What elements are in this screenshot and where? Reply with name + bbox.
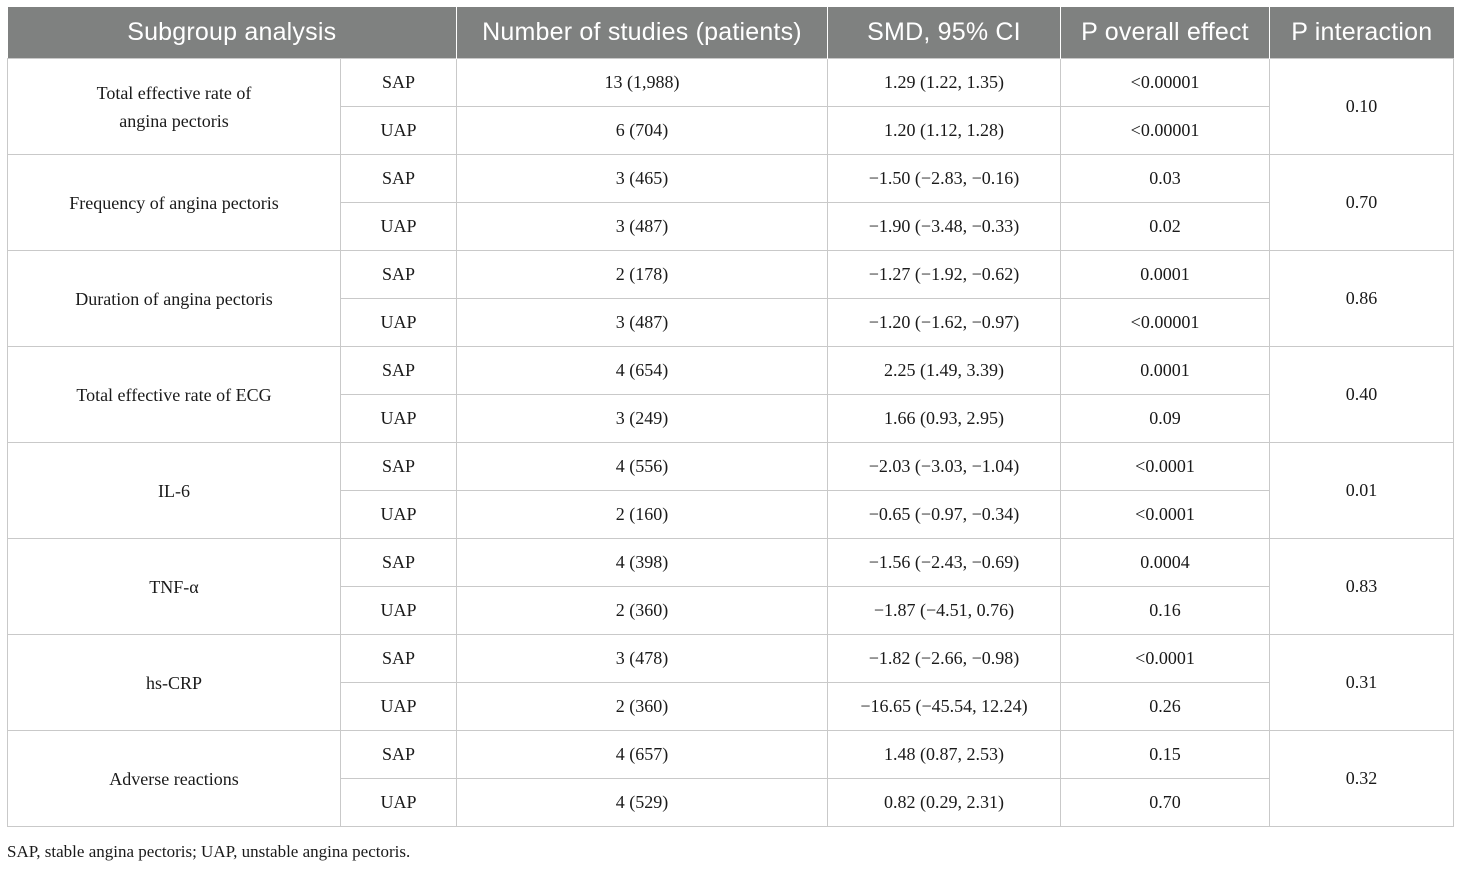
subgroup-cell: SAP [341, 59, 457, 107]
subgroup-cell: SAP [341, 251, 457, 299]
subgroup-cell: SAP [341, 539, 457, 587]
subgroup-cell: SAP [341, 347, 457, 395]
group-label-cell [8, 539, 341, 635]
group-label-line1: Duration of angina pectoris [75, 288, 273, 309]
studies-cell: 2 (178) [457, 251, 828, 299]
smd-cell: −1.90 (−3.48, −0.33) [828, 203, 1061, 251]
p-interaction-cell: 0.40 [1270, 347, 1454, 443]
table-row [8, 347, 1454, 395]
table-row [8, 539, 1454, 587]
p-overall-cell: 0.0001 [1061, 347, 1270, 395]
p-overall-cell: 0.0001 [1061, 251, 1270, 299]
studies-cell: 4 (657) [457, 731, 828, 779]
header-row [8, 7, 1454, 59]
smd-cell: −16.65 (−45.54, 12.24) [828, 683, 1061, 731]
studies-cell: 4 (654) [457, 347, 828, 395]
p-overall-cell: <0.0001 [1061, 635, 1270, 683]
group-label-line1: Total effective rate of [96, 82, 252, 103]
p-overall-cell: 0.70 [1061, 779, 1270, 827]
smd-cell: 2.25 (1.49, 3.39) [828, 347, 1061, 395]
table-header [8, 7, 1454, 59]
studies-cell: 3 (249) [457, 395, 828, 443]
header-p-interaction: P interaction [1270, 7, 1454, 59]
subgroup-cell: UAP [341, 203, 457, 251]
header-subgroup: Subgroup analysis [8, 7, 457, 59]
p-overall-cell: <0.00001 [1061, 59, 1270, 107]
table-row [8, 251, 1454, 299]
table-row [8, 635, 1454, 683]
table-row [8, 155, 1454, 203]
smd-cell: −1.87 (−4.51, 0.76) [828, 587, 1061, 635]
subgroup-cell: SAP [341, 635, 457, 683]
studies-cell: 3 (478) [457, 635, 828, 683]
header-p-overall: P overall effect [1061, 7, 1270, 59]
subgroup-cell: UAP [341, 299, 457, 347]
p-overall-cell: 0.26 [1061, 683, 1270, 731]
p-interaction-cell: 0.01 [1270, 443, 1454, 539]
studies-cell: 2 (160) [457, 491, 828, 539]
table-row [8, 443, 1454, 491]
group-label-cell [8, 155, 341, 251]
group-label-line2: angina pectoris [119, 110, 229, 131]
studies-cell: 4 (398) [457, 539, 828, 587]
p-interaction-cell: 0.10 [1270, 59, 1454, 155]
p-overall-cell: <0.00001 [1061, 299, 1270, 347]
smd-cell: −1.20 (−1.62, −0.97) [828, 299, 1061, 347]
smd-cell: −1.50 (−2.83, −0.16) [828, 155, 1061, 203]
studies-cell: 4 (556) [457, 443, 828, 491]
group-label-line1: Frequency of angina pectoris [69, 192, 279, 213]
studies-cell: 4 (529) [457, 779, 828, 827]
studies-cell: 3 (465) [457, 155, 828, 203]
table-body [8, 59, 1454, 827]
group-label-cell [8, 731, 341, 827]
group-label-line1: Adverse reactions [109, 768, 239, 789]
group-label-line1: TNF-α [149, 576, 199, 597]
subgroup-cell: UAP [341, 587, 457, 635]
studies-cell: 3 (487) [457, 203, 828, 251]
smd-cell: 1.20 (1.12, 1.28) [828, 107, 1061, 155]
subgroup-cell: SAP [341, 155, 457, 203]
group-label-line1: hs-CRP [145, 672, 203, 693]
p-interaction-cell: 0.83 [1270, 539, 1454, 635]
smd-cell: −1.82 (−2.66, −0.98) [828, 635, 1061, 683]
table-footnote: SAP, stable angina pectoris; UAP, unstable angina pectoris. [7, 842, 411, 861]
subgroup-cell: UAP [341, 107, 457, 155]
group-label-cell [8, 347, 341, 443]
p-overall-cell: 0.0004 [1061, 539, 1270, 587]
p-interaction-cell: 0.86 [1270, 251, 1454, 347]
smd-cell: −0.65 (−0.97, −0.34) [828, 491, 1061, 539]
smd-cell: 0.82 (0.29, 2.31) [828, 779, 1061, 827]
group-label-cell [8, 251, 341, 347]
subgroup-cell: SAP [341, 443, 457, 491]
group-label-cell [8, 635, 341, 731]
smd-cell: −1.56 (−2.43, −0.69) [828, 539, 1061, 587]
p-overall-cell: 0.15 [1061, 731, 1270, 779]
table-row [8, 731, 1454, 779]
subgroup-cell: UAP [341, 491, 457, 539]
p-overall-cell: 0.03 [1061, 155, 1270, 203]
smd-cell: −1.27 (−1.92, −0.62) [828, 251, 1061, 299]
studies-cell: 3 (487) [457, 299, 828, 347]
p-overall-cell: 0.16 [1061, 587, 1270, 635]
group-label-cell [8, 59, 341, 155]
subgroup-table [7, 7, 1454, 827]
group-label-cell [8, 443, 341, 539]
studies-cell: 13 (1,988) [457, 59, 828, 107]
group-label-line1: Total effective rate of ECG [76, 384, 272, 405]
subgroup-cell: SAP [341, 731, 457, 779]
p-overall-cell: 0.09 [1061, 395, 1270, 443]
studies-cell: 2 (360) [457, 587, 828, 635]
smd-cell: 1.48 (0.87, 2.53) [828, 731, 1061, 779]
p-interaction-cell: 0.70 [1270, 155, 1454, 251]
p-interaction-cell: 0.31 [1270, 635, 1454, 731]
smd-cell: 1.66 (0.93, 2.95) [828, 395, 1061, 443]
header-studies: Number of studies (patients) [457, 7, 828, 59]
table-row [8, 59, 1454, 107]
smd-cell: −2.03 (−3.03, −1.04) [828, 443, 1061, 491]
p-overall-cell: <0.0001 [1061, 443, 1270, 491]
studies-cell: 6 (704) [457, 107, 828, 155]
subgroup-cell: UAP [341, 779, 457, 827]
group-label-line1: IL-6 [158, 480, 190, 501]
p-overall-cell: 0.02 [1061, 203, 1270, 251]
subgroup-cell: UAP [341, 395, 457, 443]
p-overall-cell: <0.0001 [1061, 491, 1270, 539]
p-overall-cell: <0.00001 [1061, 107, 1270, 155]
smd-cell: 1.29 (1.22, 1.35) [828, 59, 1061, 107]
studies-cell: 2 (360) [457, 683, 828, 731]
header-smd: SMD, 95% CI [828, 7, 1061, 59]
subgroup-cell: UAP [341, 683, 457, 731]
p-interaction-cell: 0.32 [1270, 731, 1454, 827]
